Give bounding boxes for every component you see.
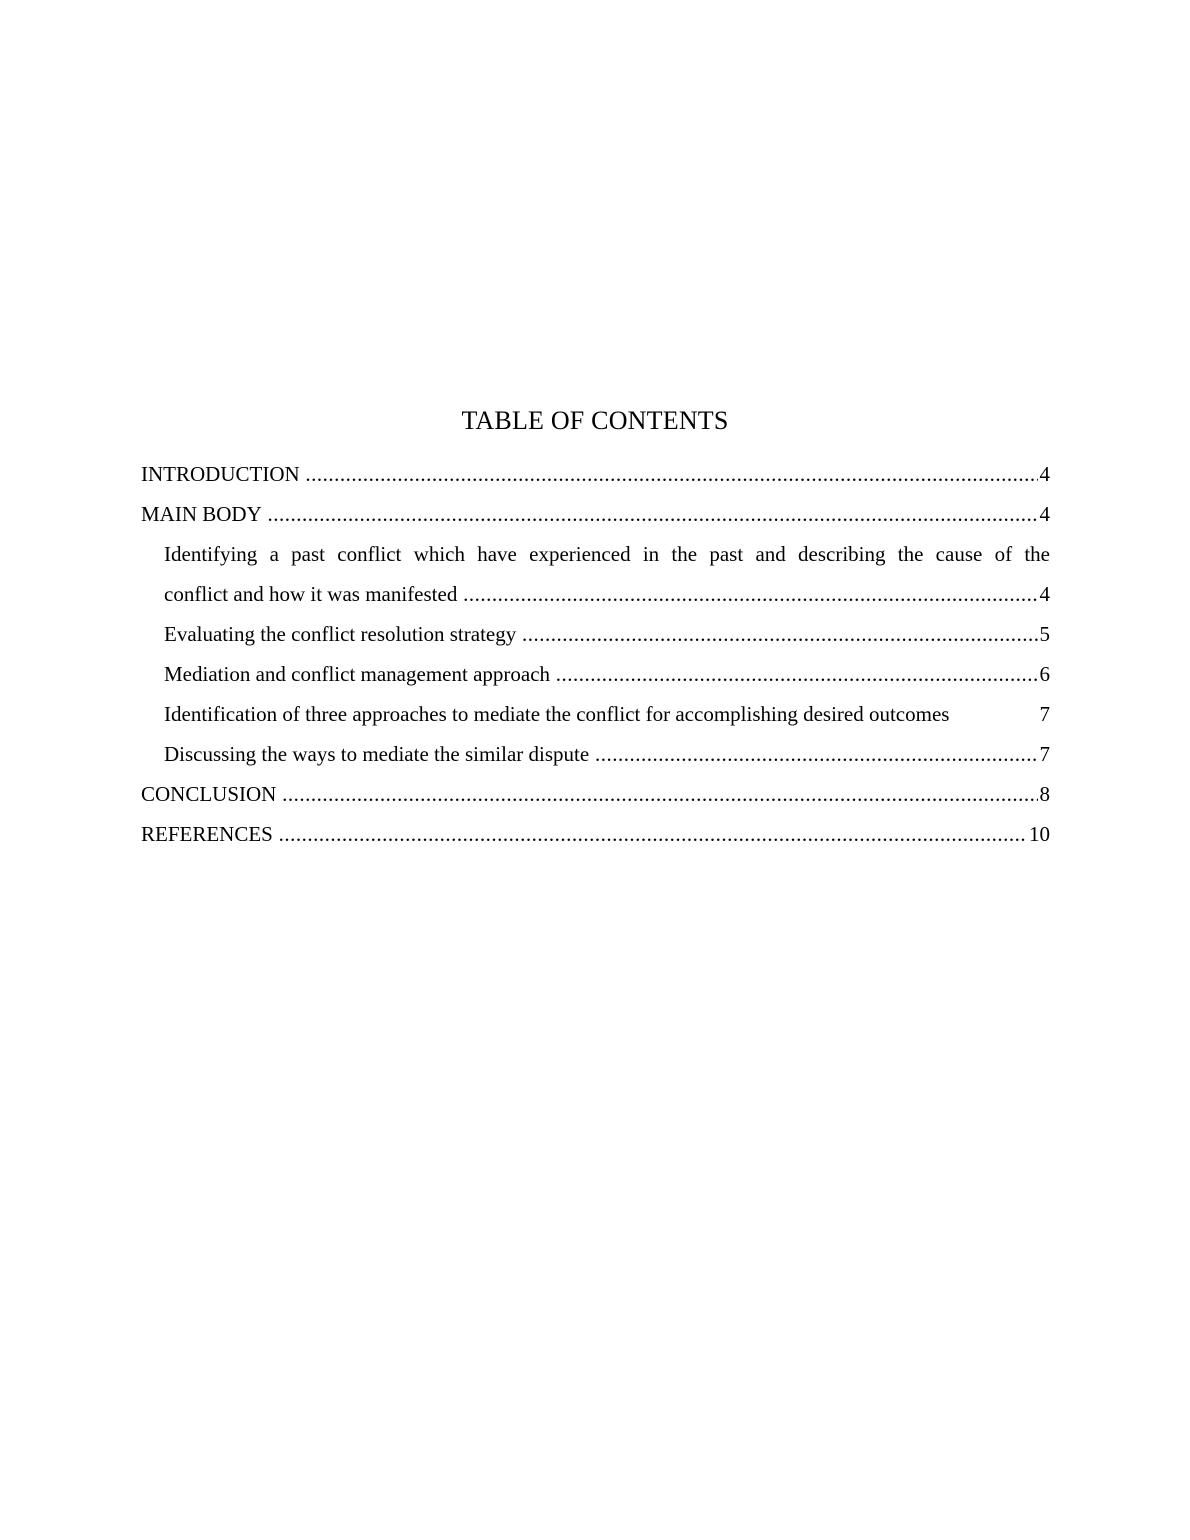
toc-entry-conclusion[interactable] — [141, 774, 1050, 814]
toc-entry-references[interactable] — [141, 814, 1050, 854]
toc-entry-label-line2-wrapper — [164, 574, 1050, 614]
toc-entry-page: 4 — [1038, 494, 1051, 534]
toc-entry-label: MAIN BODY ..... — [141, 502, 1050, 526]
toc-entry-page: 7 — [1038, 694, 1051, 734]
toc-entry-similar-dispute[interactable] — [141, 734, 1050, 774]
toc-entry-label: Discussing the ways to mediate the similar dispute ..... — [164, 742, 1050, 766]
toc-entry-label: Evaluating the conflict resolution strategy ..... — [164, 622, 1050, 646]
toc-entry-label: Mediation and conflict management approach ..... — [164, 662, 1050, 686]
toc-entry-evaluating-strategy[interactable] — [141, 614, 1050, 654]
toc-entry-label: REFERENCES ..... — [141, 822, 1050, 846]
toc-entry-label: INTRODUCTION ..... — [141, 462, 1050, 486]
toc-entry-mediation-approach[interactable] — [141, 654, 1050, 694]
toc-entry-identifying-past-conflict[interactable] — [141, 534, 1050, 614]
toc-entry-label-line2: conflict and how it was manifested ..... — [164, 582, 1050, 606]
toc-entry-page: 6 — [1038, 654, 1051, 694]
toc-entry-page: 5 — [1038, 614, 1051, 654]
toc-entry-page: 7 — [1038, 734, 1051, 774]
toc-entry-main-body[interactable] — [141, 494, 1050, 534]
toc-entry-label-line1: Identifying a past conflict which have experienced in the past and describing the cause of the — [164, 542, 1050, 566]
toc-entry-introduction[interactable] — [141, 454, 1050, 494]
toc-entry-page: 4 — [1038, 574, 1051, 614]
toc-entry-page: 4 — [1038, 454, 1051, 494]
toc-entry-page: 10 — [1027, 814, 1050, 854]
toc-entry-page: 8 — [1038, 774, 1051, 814]
table-of-contents — [141, 454, 1050, 854]
toc-entry-label: CONCLUSION ..... — [141, 782, 1050, 806]
toc-title: TABLE OF CONTENTS — [461, 406, 729, 435]
toc-entry-label: Identification of three approaches to mediate the conflict for accomplishing desired outcomes — [164, 702, 950, 726]
toc-entry-three-approaches[interactable] — [141, 694, 1050, 734]
